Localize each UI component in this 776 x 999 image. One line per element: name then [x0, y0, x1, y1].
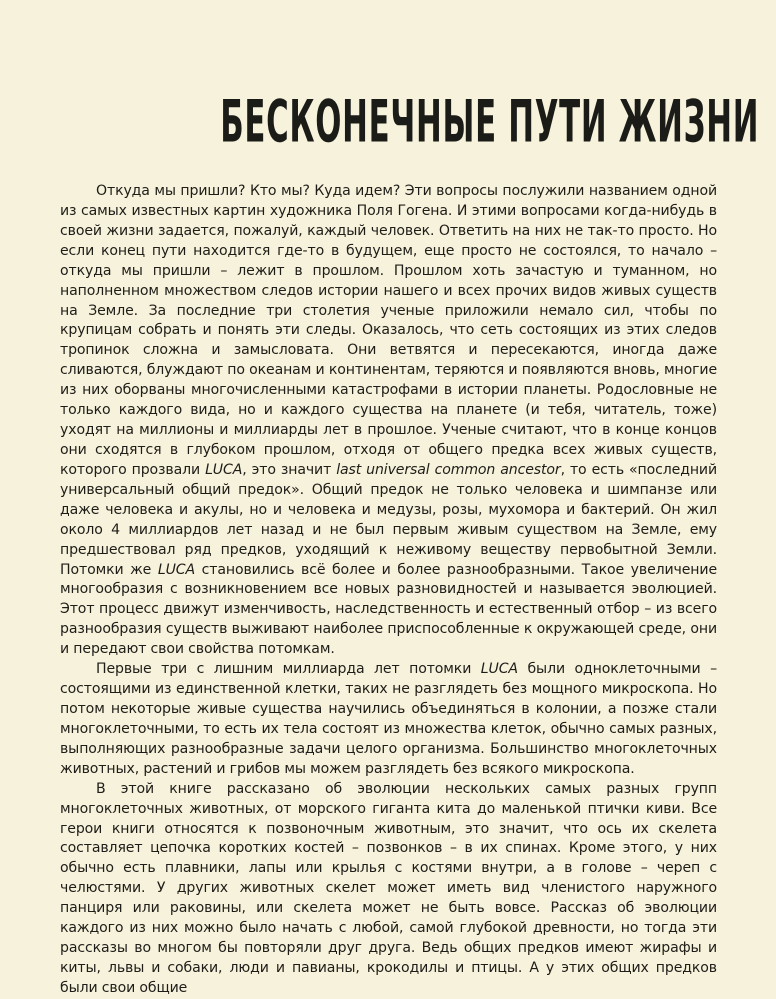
text-run: , это значит: [242, 461, 337, 478]
page-title: БЕСКОНЕЧНЫЕ ПУТИ ЖИЗНИ: [220, 88, 760, 156]
text-run: В этой книге рассказано об эволюции нескольких самых разных групп многоклеточных животных, от морского гиганта кита до маленькой птички киви. Все герои книги относятся к позвоночным животным, это значит, что ось их скелета составляет цепочка коротких костей – позвонков – в их спинах. Кроме этого, у них обычно есть плавники, лапы или крылья с костями внутри, а в голове – череп с челюстями. У других животных скелет может иметь вид членистого наружного панциря или раковины, или скелета может не быть вовсе. Рассказ об эволюции каждого из них можно было начать с любой, самой глубокой древности, но тогда эти рассказы во многом бы повторяли друг друга. Ведь общих предков имеют жирафы и киты, львы и собаки, люди и павианы, крокодилы и птицы. А у этих общих предков были свои общие: [60, 780, 717, 996]
text-run: становились всё более и более разнообразными. Такое увеличение многообразия с возникновением все новых разновидностей и называется эволюцией. Этот процесс движут изменчивость, наследственность и естественный отбор – из всего разнообразия существ выживают наиболее приспособленные к окружающей среде, они и передают свои свойства потомкам.: [60, 561, 717, 658]
text-run: были одноклеточными – состоящими из единственной клетки, таких не разглядеть без мощного микроскопа. Но потом некоторые живые существа научились объединяться в колонии, а позже стали многоклеточными, то есть их тела состоят из множества клеток, обычно самых разных, выполняющих разнообразные задачи целого организма. Большинство многоклеточных животных, растений и грибов мы можем разглядеть без всякого микроскопа.: [60, 661, 717, 777]
italic-term: LUCA: [205, 461, 243, 478]
paragraph: [60, 780, 717, 999]
paragraph: [60, 182, 717, 660]
text-run: , то есть «последний универсальный общий предок». Общий предок не только человека и шимпанзе или даже человека и акулы, но и человека и медузы, розы, мухомора и бактерий. Он жил около 4 миллиардов лет назад и не был первым живым существом на Земле, ему предшествовал ряд предков, уходящий к неживому веществу первобытной Земли. Потомки же: [60, 461, 718, 578]
italic-term: last universal common ancestor: [336, 461, 561, 478]
paragraph: [60, 660, 717, 780]
chapter-title-block: [0, 88, 776, 156]
italic-term: LUCA: [480, 661, 518, 678]
text-run: Откуда мы пришли? Кто мы? Куда идем? Эти вопросы послужили названием одной из самых известных картин художника Поля Гогена. И этими вопросами когда-нибудь в своей жизни задается, пожалуй, каждый человек. Ответить на них не так-то просто. Но если конец пути находится где-то в будущем, еще просто не состоялся, то начало – откуда мы пришли – лежит в прошлом. Прошлом хоть зачастую и туманном, но наполненном множеством следов истории нашего и всех прочих видов живых существ на Земле. За последние три столетия ученые приложили немало сил, чтобы по крупицам собрать и понять эти следы. Оказалось, что сеть состоящих из этих следов тропинок сложна и замысловата. Они ветвятся и пересекаются, иногда даже сливаются, блуждают по океанам и континентам, теряются и появляются вновь, многие из них оборваны многочисленными катастрофами в истории планеты. Родословные не только каждого вида, но и каждого существа на планете (и тебя, читатель, тоже) уходят на миллионы и миллиарды лет в прошлое. Ученые считают, что в конце концов они сходятся в глубоком прошлом, отходя от общего предка всех живых существ, которого прозвали: [60, 183, 717, 478]
italic-term: LUCA: [157, 561, 196, 578]
body-text-column: [60, 182, 717, 999]
text-run: Первые три с лишним миллиарда лет потомки: [96, 661, 481, 678]
